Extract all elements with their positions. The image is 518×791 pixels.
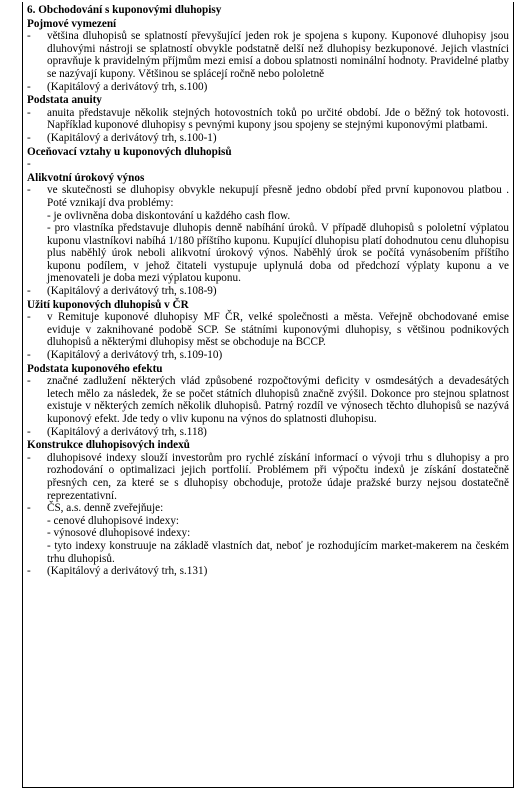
list-dash: -: [27, 80, 31, 93]
section: [27, 299, 509, 362]
section-heading: Konstrukce dluhopisových indexů: [27, 439, 190, 452]
list-item: [27, 132, 509, 145]
list-item: [27, 311, 509, 349]
list-item-text: většina dluhopisů se splatností převyšující jeden rok je spojena s kupony. Kuponové dluhopisy jsou dluhovými nástroji se splatností obvykle podstatně delší než dluhopisy bezkuponové. Jejich vlastníci opravňuje k pravidelným příjmům mezi emisí a dobou splatnosti nominální hodnoty. Pravidelné platby se nazývají kupony. Většinou se splácejí ročně nebo pololetně: [47, 30, 509, 80]
list-dash: -: [27, 285, 31, 298]
sub-item: - tyto indexy konstruuje na základě vlastních dat, neboť je rozhodujícím market-makerem na českém trhu dluhopisů.: [47, 539, 509, 565]
section-heading: Užití kuponových dluhopisů v ČR: [27, 298, 189, 311]
section: [27, 146, 509, 171]
list-dash: -: [27, 106, 31, 119]
list-item-text: (Kapitálový a derivátový trh, s.100-1): [47, 131, 217, 144]
list-item: [27, 158, 509, 171]
list-item: [27, 452, 509, 502]
list-item-text: (Kapitálový a derivátový trh, s.109-10): [47, 349, 223, 362]
list-item: [27, 349, 509, 362]
list-dash: -: [27, 311, 31, 324]
list-item-text: v Remituje kuponové dluhopisy MF ČR, velké společnosti a města. Veřejně obchodované emise eviduje v zaknihované podobě SCP. Se státními kuponovými dluhopisy, s většinou podnikových dluhopisů a některými dluhopisy měst se obchoduje na BCCP.: [47, 311, 509, 349]
list-item: [27, 375, 509, 425]
list-item: [27, 426, 509, 439]
list-item: [27, 184, 509, 209]
document-content: [23, 2, 513, 578]
list-dash: -: [27, 425, 31, 438]
section: [27, 18, 509, 94]
sub-item: - pro vlastníka představuje dluhopis denně nabíhání úroků. V případě dluhopisů s pololetní výplatou kuponu vlastníkovi nabíhá 1/180 příštího kuponu. Kupující dluhopisu platí dohodnutou cenu dluhopisu plus naběhlý úrok neboli alikvotní úrokový výnos. Naběhlý úrok se počítá vynásobením příštího kuponu podílem, v jehož čitateli vystupuje uplynulá doba od předchozí výplaty kuponu a ve jmenovateli je doba mezi výplatou kuponu.: [47, 222, 509, 285]
section: [27, 172, 509, 298]
list-dash: -: [27, 184, 31, 197]
list-item-text: ve skutečnosti se dluhopisy obvykle nekupují přesně jedno období před první kuponovou platbou . Poté vznikají dva problémy:: [47, 184, 509, 209]
sections: [27, 18, 509, 578]
list-dash: -: [27, 375, 31, 388]
sub-item: - výnosové dluhopisové indexy:: [47, 527, 191, 540]
list-dash: -: [27, 30, 31, 43]
section-heading: Alikvotní úrokový výnos: [27, 171, 145, 184]
section-heading: Pojmové vymezení: [27, 17, 117, 30]
sub-item: - je ovlivněna doba diskontování u každého cash flow.: [47, 209, 291, 222]
list-dash: -: [27, 565, 31, 578]
list-dash: -: [27, 502, 31, 515]
list-dash: -: [27, 158, 31, 171]
list-item-text: ČS, a.s. denně zveřejňuje:: [47, 502, 164, 515]
list-item: [27, 107, 509, 132]
section-heading: Oceňovací vztahy u kuponových dluhopisů: [27, 145, 232, 158]
list-item-text: (Kapitálový a derivátový trh, s.131): [47, 565, 208, 578]
list-item-text: (Kapitálový a derivátový trh, s.100): [47, 80, 208, 93]
document-page: [22, 2, 514, 788]
list-dash: -: [27, 451, 31, 464]
section: [27, 94, 509, 144]
list-item: [27, 502, 509, 515]
section: [27, 363, 509, 439]
section-heading: Podstata kuponového efektu: [27, 362, 163, 375]
list-dash: -: [27, 131, 31, 144]
list-dash: -: [27, 349, 31, 362]
list-item: [27, 81, 509, 94]
list-item-text: anuita představuje několik stejných hotovostních toků po určité období. Jde o běžný tok hotovosti. Například kuponové dluhopisy s pevnými kupony jsou spojeny se stejnými kuponovými platbami.: [47, 106, 509, 132]
list-item-text: (Kapitálový a derivátový trh, s.108-9): [47, 285, 217, 298]
list-item-text: značné zadlužení některých vlád způsobené rozpočtovými deficity v osmdesátých a devadesátých letech mělo za následek, že se počet státních dluhopisů značně zvýšil. Dokonce pro stejnou splatnost existuje v některých zemích několik dluhopisů. Patrný rozdíl ve výnosech těchto dluhopisů se nazývá kuponový efekt. Jde tedy o vliv kuponu na výnos do splatnosti dluhopisu.: [47, 375, 509, 425]
list-item: [27, 285, 509, 298]
list-item-text: (Kapitálový a derivátový trh, s.118): [47, 425, 207, 438]
sub-item: - cenové dluhopisové indexy:: [47, 514, 180, 527]
list-item: [27, 30, 509, 80]
list-item-text: [47, 158, 509, 171]
list-item: [27, 565, 509, 578]
list-item-text: dluhopisové indexy slouží investorům pro rychlé získání informací o vývoji trhu s dluhopisy a pro rozhodování o optimalizaci jejich portfolií. Problémem při výpočtu indexů je získání dostatečně přesných cen, za které se s dluhopisy obchoduje, protože údaje pražské burzy nejsou dostatečně reprezentativní.: [47, 451, 509, 502]
section: [27, 439, 509, 578]
section-heading: Podstata anuity: [27, 94, 102, 107]
document-title: 6. Obchodování s kuponovými dluhopisy: [27, 4, 222, 16]
